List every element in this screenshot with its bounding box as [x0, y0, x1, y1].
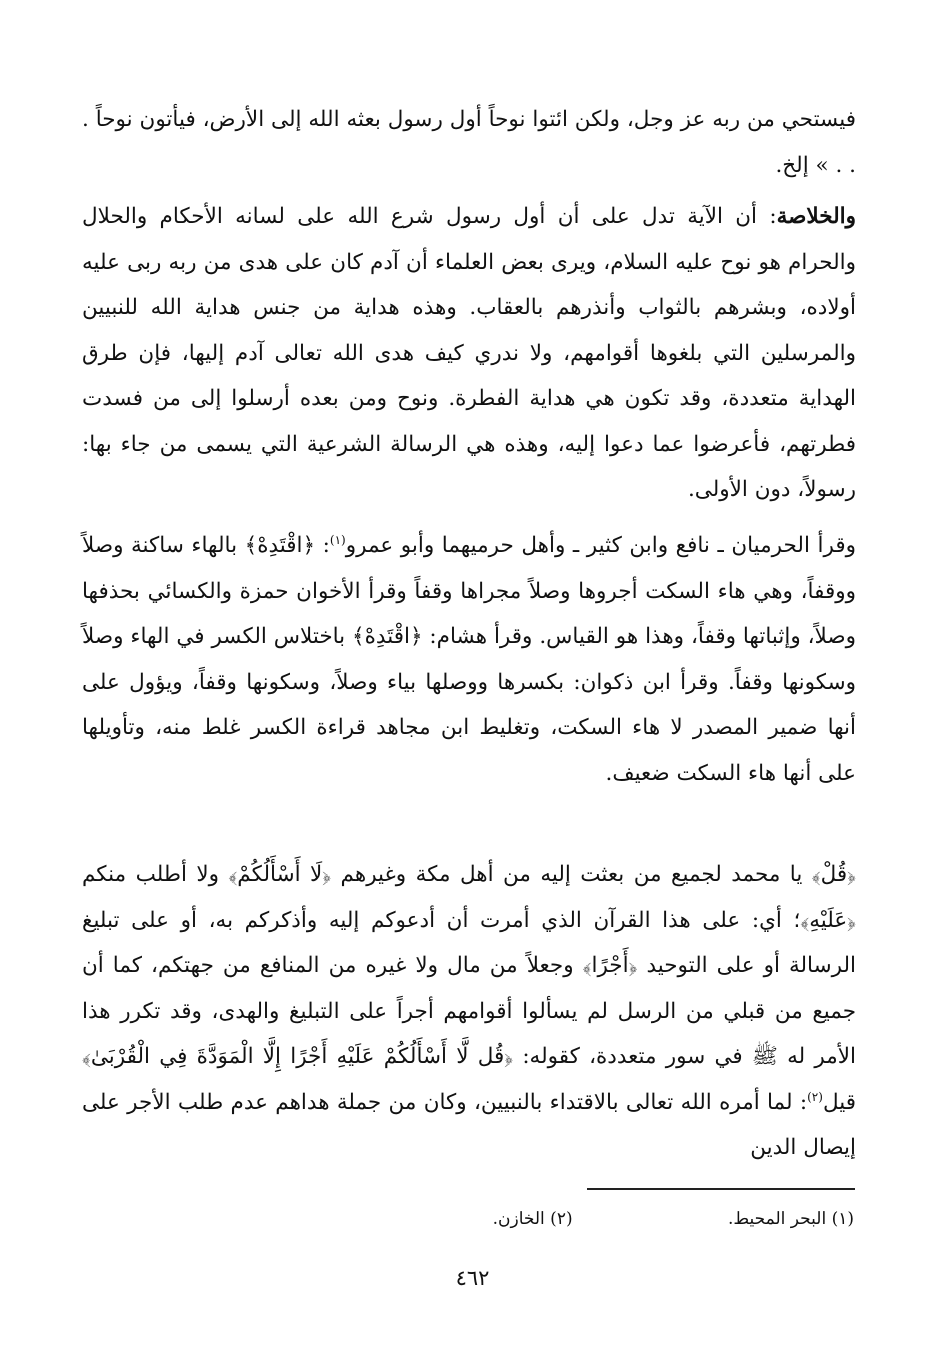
- paragraph-tafsir: [82, 852, 856, 1171]
- footnote-ref-1: (١): [329, 532, 346, 547]
- summary-body: : أن الآية تدل على أن أول رسول شرع الله على لسانه الأحكام والحلال والحرام هو نوح عليه السلام، ويرى بعض العلماء أن آدم كان على هدى من ربه ربى عليه أولاده، وبشرهم بالثواب وأنذرهم بالعقاب. وهذه هداية من جنس هداية الله للنبيين والمرسلين التي بلغوها أقوامهم، ولا ندري كيف هدى الله تعالى آدم إليها، فإن طرق الهداية متعددة، وقد تكون هي هداية الفطرة. ونوح ومن بعده أرسلوا إلى من فسدت فطرتهم، فأعرضوا عما دعوا إليه، وهذه هي الرسالة الشرعية التي يسمى من جاء بها: رسولاً، دون الأولى.: [82, 204, 856, 502]
- tafsir-text-b: : لما أمره الله تعالى بالاقتداء بالنبيين، وكان من جملة هداهم عدم طلب الأجر على إيصال الدين: [82, 1089, 856, 1160]
- footnote-ref-2: (٢): [807, 1089, 823, 1104]
- footnote-1: (١) البحر المحيط.: [728, 1209, 854, 1229]
- readings-text-b: : ﴿اقْتَدِهْ﴾ بالهاء ساكنة وصلاً ووقفاً، وهي هاء السكت أجروها وصلاً مجراها وقفاً وقرأ الأخوان حمزة والكسائي بحذفها وصلاً، وإثباتها وقفاً، وهذا هو القياس. وقرأ هشام: ﴿اقْتَدِهْ﴾ باختلاس الكسر في الهاء وصلاً وسكونها وقفاً. وقرأ ابن ذكوان: بكسرها ووصلها بياء وصلاً، وسكونها وقفاً، ويؤول على أنها ضمير المصدر لا هاء السكت، وتغليط ابن مجاهد قراءة الكسر غلط منه، وتأويلها على أنها هاء السكت ضعيف.: [82, 533, 856, 786]
- footnote-2: (٢) الخازن.: [492, 1209, 573, 1229]
- page-number: ٤٦٢: [455, 1266, 490, 1290]
- paragraph-summary: [82, 194, 856, 513]
- body-text-block-1: [82, 97, 856, 188]
- tafsir-text-a: ﴿قُلْ﴾ يا محمد لجميع من بعثت إليه من أهل مكة وغيرهم ﴿لَا أَسْأَلُكُمْ﴾ ولا أطلب منكم ﴿عَلَيْهِ﴾؛ أي: على هذا القرآن الذي أمرت أن أدعوكم إليه وأذكركم به، أو على تبليغ الرسالة أو على التوحيد ﴿أَجْرًا﴾ وجعلاً من مال ولا غيره من المنافع من جهتكم، كما أن جميع من قبلي من الرسل لم يسألوا أقوامهم أجراً على التبليغ والهدى، وقد تكرر هذا الأمر له ﷺ في سور متعددة، كقوله: ﴿قُل لَّا أَسْأَلُكُمْ عَلَيْهِ أَجْرًا إِلَّا الْمَوَدَّةَ فِي الْقُرْبَىٰ﴾ قيل: [82, 862, 856, 1115]
- body-text-block-3: [82, 523, 856, 796]
- readings-text-a: وقرأ الحرميان ـ نافع وابن كثير ـ وأهل حرميهما وأبو عمرو: [345, 533, 856, 558]
- paragraph-readings: [82, 523, 856, 796]
- body-text-block-4: [82, 852, 856, 1171]
- footnote-divider: [587, 1188, 855, 1190]
- paragraph-continuation: فيستحي من ربه عز وجل، ولكن ائتوا نوحاً أول رسول بعثه الله إلى الأرض، فيأتون نوحاً . . . » إلخ.: [82, 107, 856, 178]
- body-text-block-2: [82, 194, 856, 513]
- footnotes: [82, 1206, 854, 1232]
- summary-label: والخلاصة: [776, 204, 856, 229]
